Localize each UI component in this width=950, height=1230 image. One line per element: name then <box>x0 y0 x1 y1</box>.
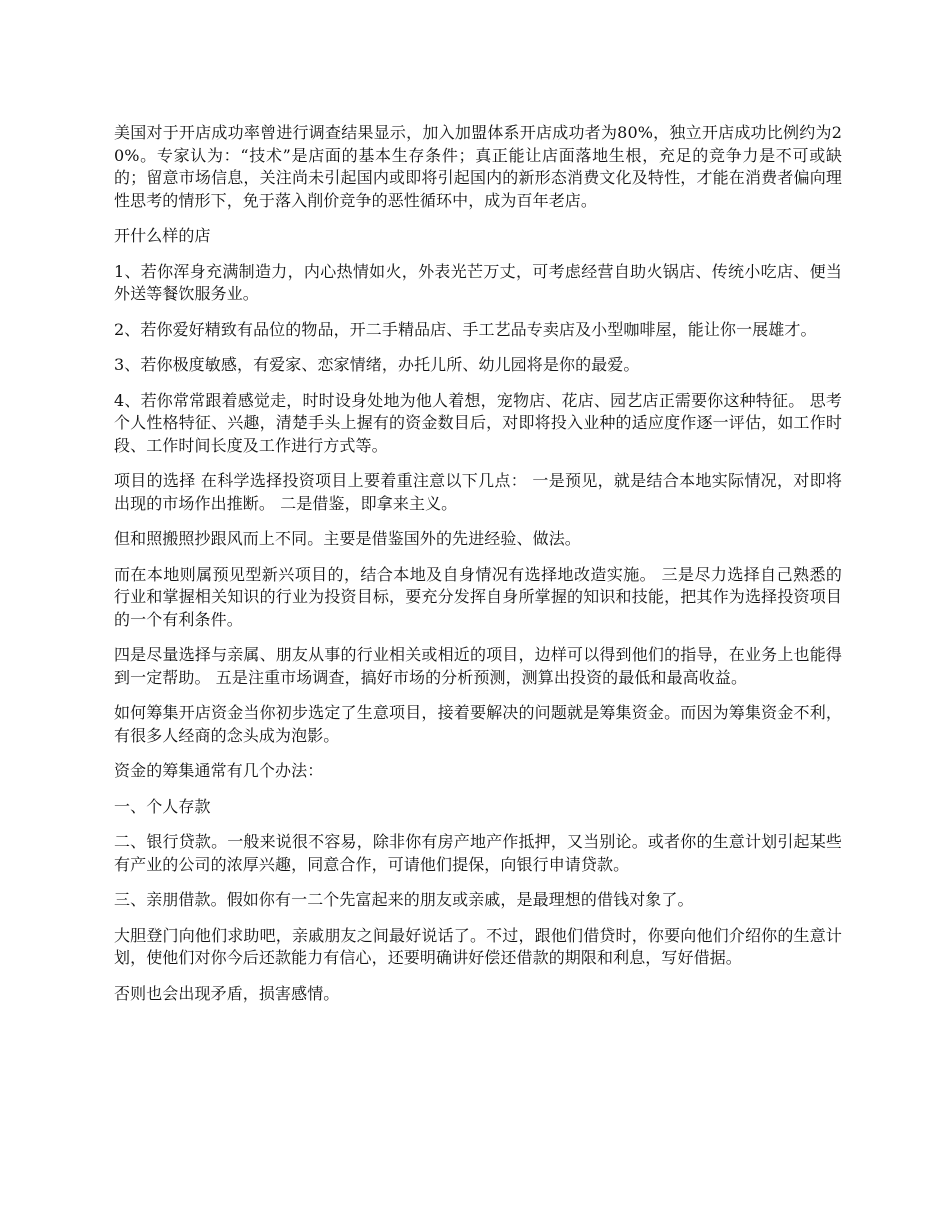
paragraph-item-1: 1、若你浑身充满制造力，内心热情如火，外表光芒万丈，可考虑经营自助火锅店、传统小吃店、便当外送等餐饮服务业。 <box>114 261 842 303</box>
paragraph-item-3: 3、若你极度敏感，有爱家、恋家情绪，办托儿所、幼儿园将是你的最爱。 <box>114 355 640 374</box>
section-heading-fund-methods: 资金的筹集通常有几个办法： <box>114 761 324 780</box>
list-item-personal-savings: 一、个人存款 <box>114 796 211 816</box>
paragraph-raise-funds: 如何筹集开店资金当你初步选定了生意项目，接着要解决的问题就是筹集资金。而因为筹集资金不利，有很多人经商的念头成为泡影。 <box>114 703 842 745</box>
paragraph-intro: 美国对于开店成功率曾进行调查结果显示，加入加盟体系开店成功者为80%，独立开店成功比例约为20%。专家认为：“技术”是店面的基本生存条件；真正能让店面落地生根，充足的竞争力是不可或缺的；留意市场信息，关注尚未引起国内或即将引起国内的新形态消费文化及特性，才能在消费者偏向理性思考的情形下，免于落入削价竞争的恶性循环中，成为百年老店。 <box>114 123 842 210</box>
document-body <box>114 122 842 1005</box>
paragraph-project-selection: 项目的选择 在科学选择投资项目上要着重注意以下几点： 一是预见，就是结合本地实际情况，对即将出现的市场作出推断。 二是借鉴，即拿来主义。 <box>114 471 842 513</box>
paragraph-ask-relatives: 大胆登门向他们求助吧，亲戚朋友之间最好说话了。不过，跟他们借贷时，你要向他们介绍你的生意计划，使他们对你今后还款能力有信心，还要明确讲好偿还借款的期限和利息，写好借据。 <box>114 925 842 967</box>
paragraph-relatives-industry: 四是尽量选择与亲属、朋友从事的行业相关或相近的项目，边样可以得到他们的指导，在业务上也能得到一定帮助。 五是注重市场调查，搞好市场的分析预测，测算出投资的最低和最高收益。 <box>114 645 842 687</box>
section-heading-shop-type: 开什么样的店 <box>114 226 211 245</box>
paragraph-borrowing: 但和照搬照抄跟风而上不同。主要是借鉴国外的先进经验、做法。 <box>114 529 581 548</box>
paragraph-item-4: 4、若你常常跟着感觉走，时时设身处地为他人着想，宠物店、花店、园艺店正需要你这种特征。 思考个人性格特征、兴趣，清楚手头上握有的资金数目后，对即将投入业种的适应度作逐一评估，如工作时段、工作时间长度及工作进行方式等。 <box>114 390 842 455</box>
paragraph-conclusion: 否则也会出现矛盾，损害感情。 <box>114 983 340 1003</box>
paragraph-local-adaptation: 而在本地则属预见型新兴项目的，结合本地及自身情况有选择地改造实施。 三是尽力选择自己熟悉的行业和掌握相关知识的行业为投资目标，要充分发挥自身所掌握的知识和技能，把其作为选择投资项目的一个有利条件。 <box>114 564 842 629</box>
paragraph-item-2: 2、若你爱好精致有品位的物品，开二手精品店、手工艺品专卖店及小型咖啡屋，能让你一展雄才。 <box>114 319 817 339</box>
list-item-family-loan: 三、亲朋借款。假如你有一二个先富起来的朋友或亲戚，是最理想的借钱对象了。 <box>114 890 694 909</box>
list-item-bank-loan: 二、银行贷款。一般来说很不容易，除非你有房产地产作抵押，又当别论。或者你的生意计划引起某些有产业的公司的浓厚兴趣，同意合作，可请他们提保，向银行申请贷款。 <box>114 832 842 874</box>
